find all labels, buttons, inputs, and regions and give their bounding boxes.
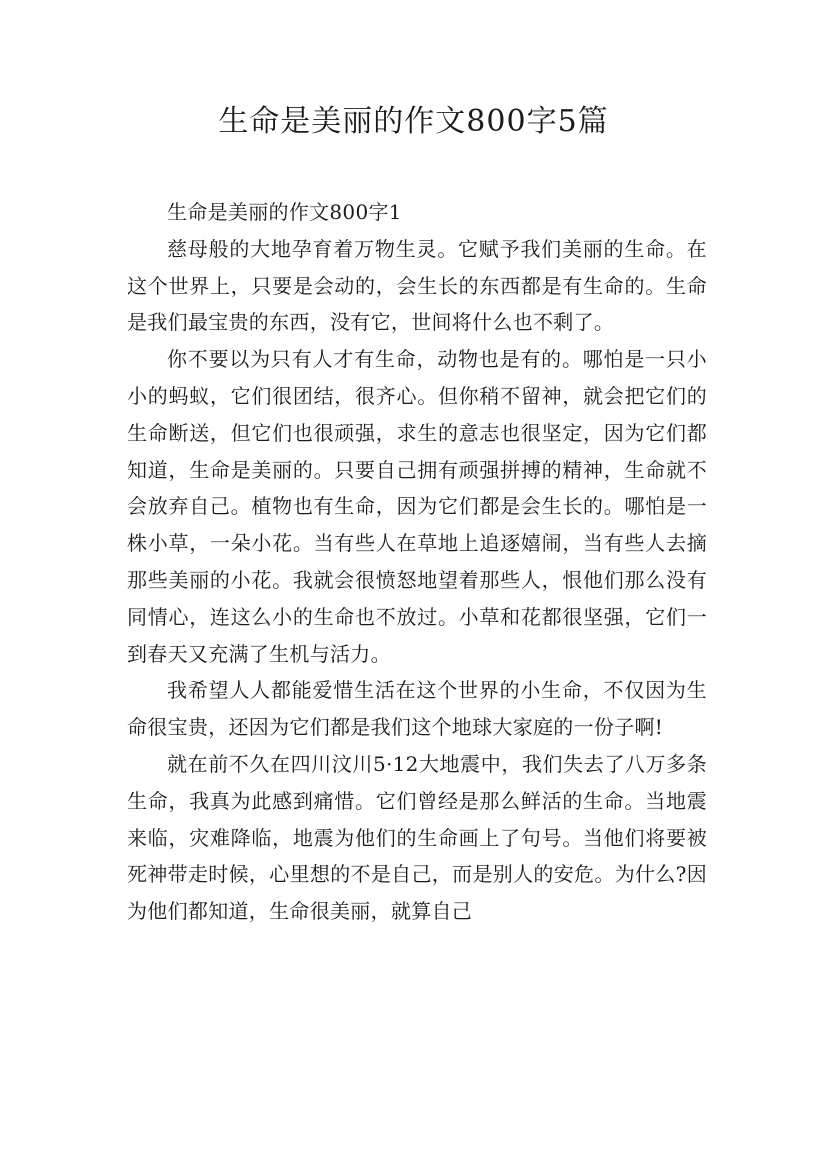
- document-title: 生命是美丽的作文800字5篇: [218, 104, 609, 139]
- paragraph: 你不要以为只有人才有生命，动物也是有的。哪怕是一只小小的蚂蚁，它们很团结，很齐心。但你稍不留神，就会把它们的生命断送，但它们也很顽强，求生的意志也很坚定，因为它们都知道，生命是美丽的。只要自己拥有顽强拼搏的精神，生命就不会放弃自己。植物也有生命，因为它们都是会生长的。哪怕是一株小草，一朵小花。当有些人在草地上追逐嬉闹，当有些人去摘那些美丽的小花。我就会很愤怒地望着那些人，恨他们那么没有同情心，连这么小的生命也不放过。小草和花都很坚强，它们一到春天又充满了生机与活力。: [127, 347, 707, 666]
- paragraph: 就在前不久在四川汶川5·12大地震中，我们失去了八万多条生命，我真为此感到痛惜。它们曾经是那么鲜活的生命。当地震来临，灾难降临，地震为他们的生命画上了句号。当他们将要被死神带走时候，心里想的不是自己，而是别人的安危。为什么?因为他们都知道，生命很美丽，就算自己: [127, 751, 707, 924]
- document-body: [127, 194, 707, 930]
- paragraph: 慈母般的大地孕育着万物生灵。它赋予我们美丽的生命。在这个世界上，只要是会动的，会生长的东西都是有生命的。生命是我们最宝贵的东西，没有它，世间将什么也不剩了。: [127, 236, 707, 335]
- paragraph: 我希望人人都能爱惜生活在这个世界的小生命，不仅因为生命很宝贵，还因为它们都是我们这个地球大家庭的一份子啊!: [127, 678, 707, 740]
- section-heading: 生命是美丽的作文800字1: [167, 200, 402, 224]
